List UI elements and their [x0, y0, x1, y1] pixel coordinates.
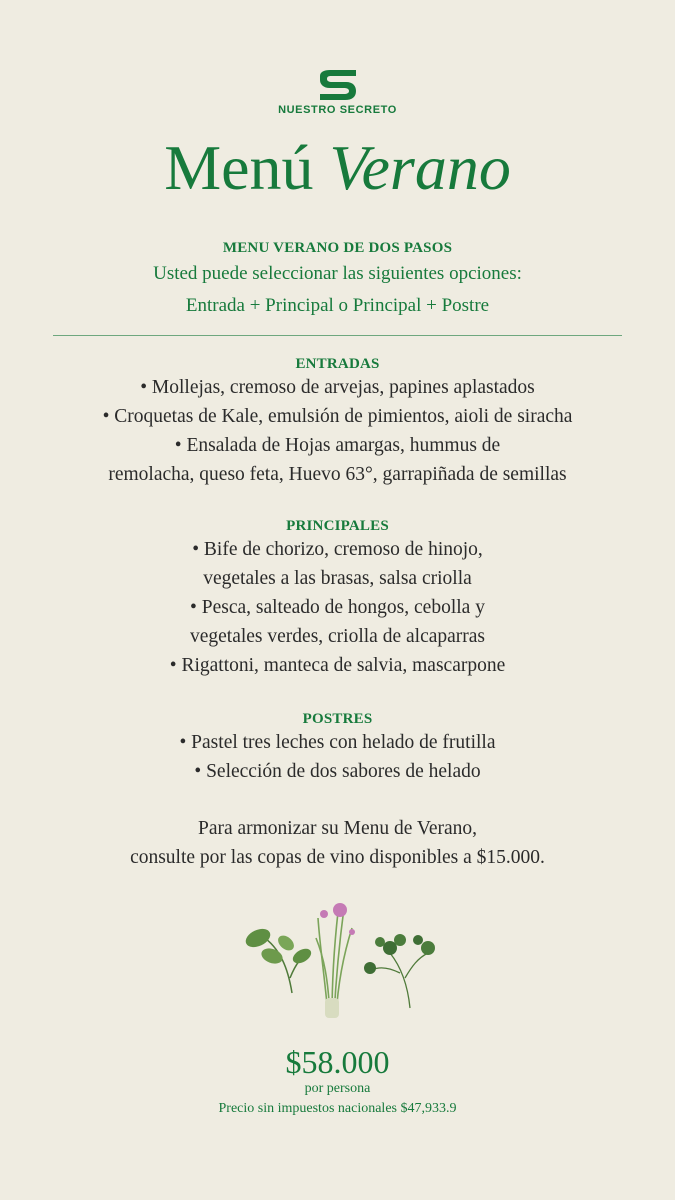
postres-heading: POSTRES — [302, 711, 373, 727]
herbs-illustration-icon — [240, 898, 440, 1023]
wine-note-line-2: consulte por las copas de vino disponibles a $15.000. — [130, 847, 545, 868]
s-monogram-icon — [316, 70, 360, 100]
principales-line: • Rigattoni, manteca de salvia, mascarpone — [169, 655, 506, 676]
intro-section — [0, 240, 675, 320]
principales-line: • Pesca, salteado de hongos, cebolla y — [190, 597, 485, 618]
pricing-section — [0, 1046, 675, 1118]
entradas-section — [0, 356, 675, 489]
entradas-line: • Ensalada de Hojas amargas, hummus de — [174, 435, 501, 456]
postres-line: • Selección de dos sabores de helado — [194, 761, 481, 782]
price: $58.000 — [285, 1044, 390, 1080]
title-accent: Verano — [329, 132, 511, 203]
wine-note — [0, 814, 675, 872]
intro-line-2: Entrada + Principal o Principal + Postre — [185, 295, 490, 316]
entradas-line: • Mollejas, cremoso de arvejas, papines aplastados — [140, 377, 535, 398]
postres-line: • Pastel tres leches con helado de frutilla — [179, 732, 496, 753]
entradas-line: remolacha, queso feta, Huevo 63°, garrapiñada de semillas — [108, 464, 567, 485]
intro-line-1: Usted puede seleccionar las siguientes opciones: — [153, 263, 522, 284]
price-per-person: por persona — [304, 1081, 371, 1096]
principales-line: vegetales verdes, criolla de alcaparras — [189, 626, 486, 647]
wine-note-line-1: Para armonizar su Menu de Verano, — [197, 818, 478, 839]
principales-section — [0, 518, 675, 680]
postres-section — [0, 711, 675, 786]
principales-heading: PRINCIPALES — [286, 518, 389, 534]
intro-heading: MENU VERANO DE DOS PASOS — [222, 240, 453, 256]
title-main: Menú — [164, 132, 314, 203]
entradas-line: • Croquetas de Kale, emulsión de pimientos, aioli de siracha — [102, 406, 573, 427]
entradas-heading: ENTRADAS — [295, 356, 380, 372]
principales-line: vegetales a las brasas, salsa criolla — [203, 568, 472, 589]
brand-logo — [0, 70, 675, 116]
price-tax-note: Precio sin impuestos nacionales $47,933.9 — [218, 1101, 457, 1116]
principales-line: • Bife de chorizo, cremoso de hinojo, — [192, 539, 483, 560]
page-title — [0, 132, 675, 203]
divider — [53, 335, 622, 336]
brand-name: NUESTRO SECRETO — [278, 104, 397, 116]
